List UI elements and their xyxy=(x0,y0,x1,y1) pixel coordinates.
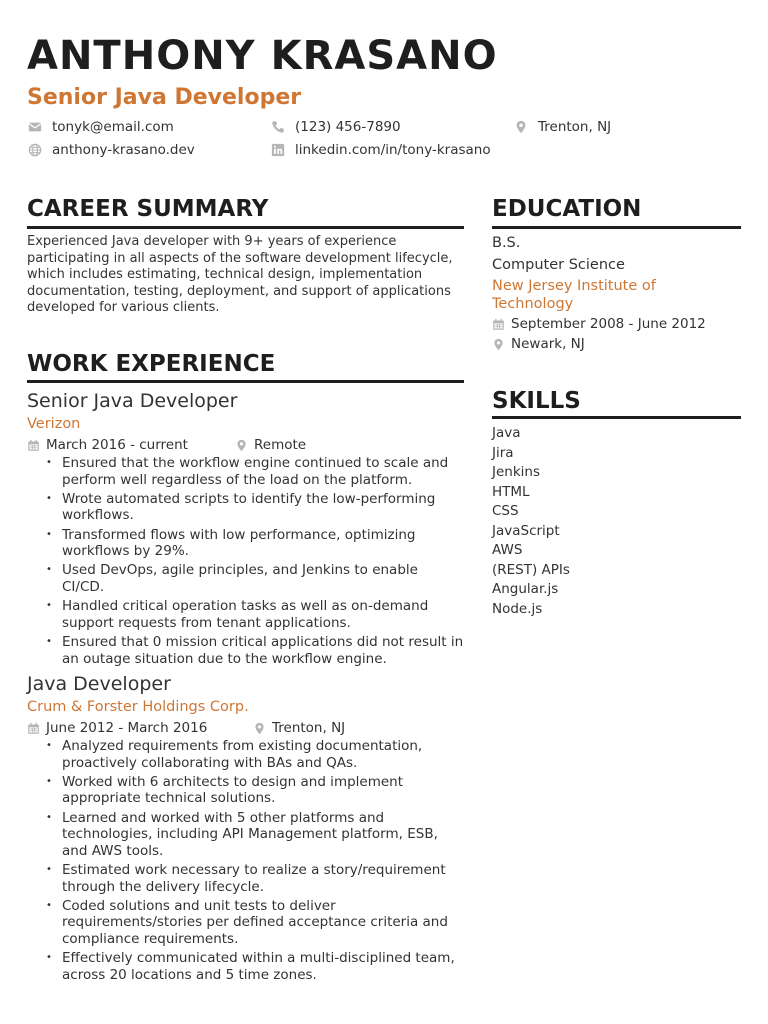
education-degree: B.S. xyxy=(492,235,521,251)
skills-heading: SKILLS xyxy=(492,388,581,414)
skill-item: Angular.js xyxy=(492,581,559,597)
map-pin-icon xyxy=(514,120,528,134)
candidate-name: ANTHONY KRASANO xyxy=(27,33,498,79)
job-location-text: Remote xyxy=(254,437,307,453)
job-bullet: • Learned and worked with 5 other platforms and technologies, including API Management platform, ESB, and AWS tools. xyxy=(27,810,464,860)
skill-item: Node.js xyxy=(492,600,543,617)
job-title: Senior Java Developer xyxy=(27,390,238,412)
skill-item: Java xyxy=(492,425,521,441)
email-text[interactable]: tonyk@email.com xyxy=(52,119,174,135)
education-location-text: Newark, NJ xyxy=(511,336,585,352)
education-field: Computer Science xyxy=(492,257,625,273)
skill-item: HTML xyxy=(492,483,530,500)
education-dates xyxy=(492,315,741,333)
linkedin-text[interactable]: linkedin.com/in/tony-krasano xyxy=(295,142,491,158)
skill-item: (REST) APIs xyxy=(492,561,570,578)
job-bullet: • Estimated work necessary to realize a story/requirement through the delivery lifecycle. xyxy=(27,862,464,895)
job-bullets xyxy=(27,455,464,667)
contact-email xyxy=(28,118,174,136)
contact-location xyxy=(514,118,611,136)
job-dates xyxy=(27,719,253,737)
job-bullet: • Used DevOps, agile principles, and Jenkins to enable CI/CD. xyxy=(27,562,464,595)
job-meta xyxy=(27,436,464,454)
job-location xyxy=(235,436,306,454)
calendar-icon xyxy=(27,439,40,452)
job-company: Crum & Forster Holdings Corp. xyxy=(27,699,249,715)
job-bullet: • Ensured that the workflow engine continued to scale and perform well regardless of the load on the platform. xyxy=(27,455,464,488)
calendar-icon xyxy=(492,318,505,331)
job-bullet: • Coded solutions and unit tests to deliver requirements/stories per defined acceptance criteria and compliance requirements. xyxy=(27,898,464,948)
map-pin-icon xyxy=(492,338,505,351)
work-experience-rule xyxy=(27,380,464,383)
career-summary-rule xyxy=(27,226,464,229)
skill-item: JavaScript xyxy=(492,522,560,539)
skills-list xyxy=(492,424,741,619)
skills-rule xyxy=(492,416,741,419)
career-summary-text: Experienced Java developer with 9+ years of experience participating in all aspects of the software development lifecycle, which includes estimating, technical design, implementation documentation, testing, deployment, and support of applications developed for various clients. xyxy=(27,234,453,316)
website-text[interactable]: anthony-krasano.dev xyxy=(52,142,195,158)
skill-item: Jenkins xyxy=(492,464,541,480)
job-location xyxy=(253,719,345,737)
linkedin-icon xyxy=(271,143,285,157)
globe-icon xyxy=(28,143,42,157)
map-pin-icon xyxy=(253,722,266,735)
job-dates-text: June 2012 - March 2016 xyxy=(46,720,208,736)
location-text: Trenton, NJ xyxy=(538,119,612,135)
job-entry xyxy=(27,389,464,670)
job-bullet: • Worked with 6 architects to design and implement appropriate technical solutions. xyxy=(27,774,464,807)
map-pin-icon xyxy=(235,439,248,452)
education-rule xyxy=(492,226,741,229)
skill-item: Jira xyxy=(492,444,514,461)
candidate-role: Senior Java Developer xyxy=(27,85,302,110)
job-bullet: • Handled critical operation tasks as well as on-demand support requests from tenant applications. xyxy=(27,598,464,631)
contact-phone xyxy=(271,118,401,136)
work-experience-heading: WORK EXPERIENCE xyxy=(27,351,276,377)
education-entry xyxy=(492,234,741,353)
skill-item: CSS xyxy=(492,503,519,519)
calendar-icon xyxy=(27,722,40,735)
job-bullet: • Effectively communicated within a multi-disciplined team, across 20 locations and 5 time zones. xyxy=(27,950,464,983)
job-location-text: Trenton, NJ xyxy=(272,720,346,736)
job-bullet: • Analyzed requirements from existing documentation, proactively collaborating with BAs and QAs. xyxy=(27,738,464,771)
education-heading: EDUCATION xyxy=(492,196,642,222)
job-bullets xyxy=(27,738,464,983)
job-bullet: • Transformed flows with low performance, optimizing workflows by 29%. xyxy=(27,527,464,560)
phone-text: (123) 456-7890 xyxy=(295,119,401,135)
job-dates xyxy=(27,436,235,454)
contact-linkedin xyxy=(271,141,491,159)
job-meta xyxy=(27,719,464,737)
job-title: Java Developer xyxy=(27,673,171,695)
career-summary-heading: CAREER SUMMARY xyxy=(27,196,269,222)
job-company: Verizon xyxy=(27,416,81,432)
job-bullet: • Wrote automated scripts to identify the low-performing workflows. xyxy=(27,491,464,524)
education-location xyxy=(492,335,741,353)
job-entry xyxy=(27,672,464,986)
phone-icon xyxy=(271,120,285,134)
education-dates-text: September 2008 - June 2012 xyxy=(511,316,706,332)
job-bullet: • Ensured that 0 mission critical applications did not result in an outage situation due to the workflow engine. xyxy=(27,634,464,667)
skill-item: AWS xyxy=(492,542,523,558)
education-school: New Jersey Institute of Technology xyxy=(492,278,656,312)
contact-website xyxy=(28,141,195,159)
job-dates-text: March 2016 - current xyxy=(46,437,188,453)
envelope-icon xyxy=(28,120,42,134)
